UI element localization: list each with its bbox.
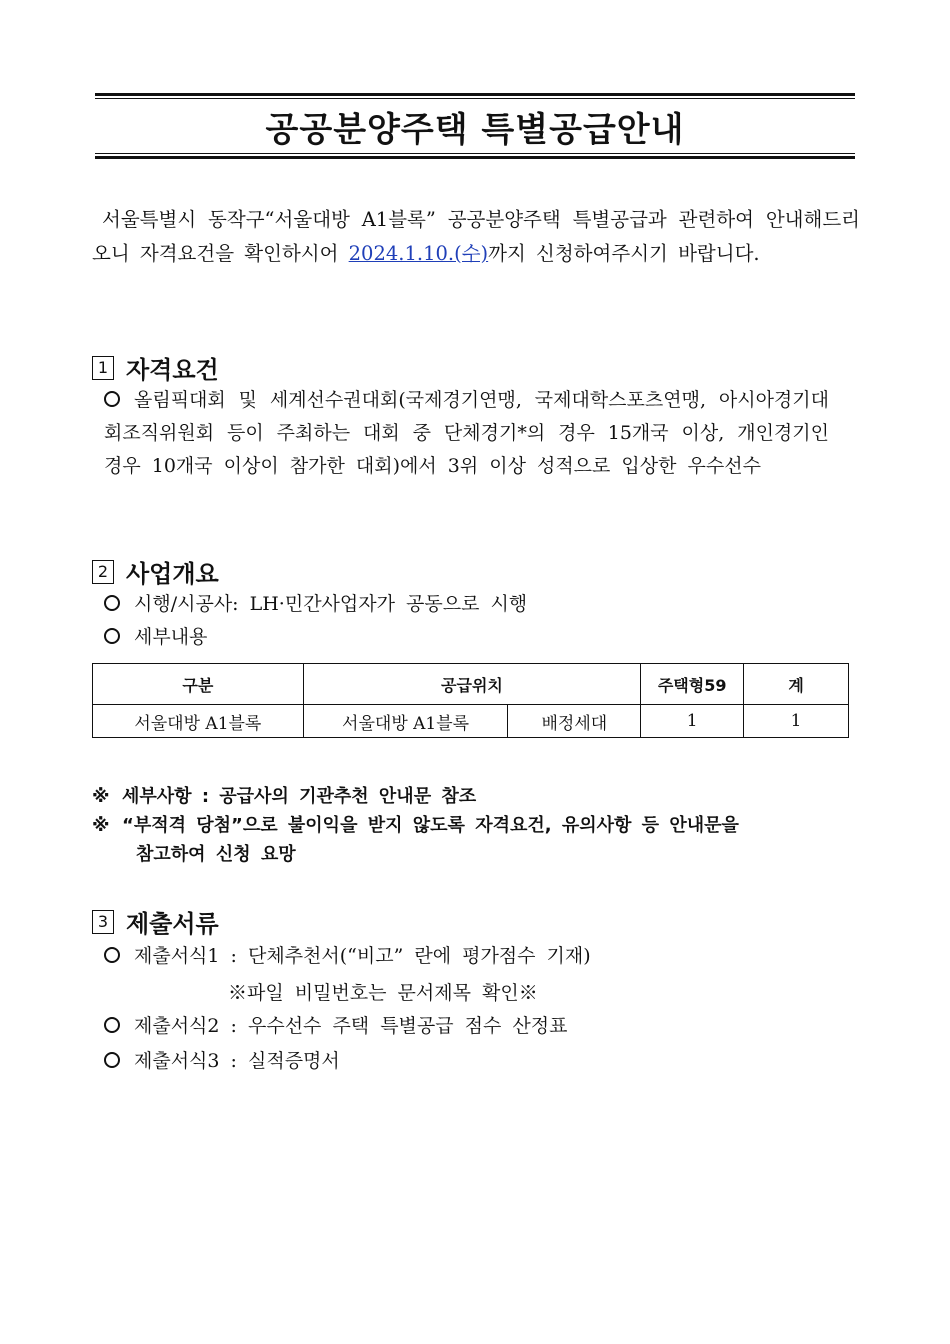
bullet-circle-icon [104,595,120,611]
bullet-circle-icon [104,1052,120,1068]
documents-bullet-1-text: 제출서식1 : 단체추천서(“비고” 란에 평가점수 기재) [134,945,591,967]
section-2-title: 사업개요 [126,560,219,588]
section-3-number: 3 [92,910,114,934]
bullet-circle-icon [104,391,120,407]
eligibility-paragraph [104,384,829,483]
table-header-type59: 주택형59 [641,664,744,705]
table-header-total: 계 [744,664,849,705]
documents-bullet-3 [104,1045,340,1078]
password-note: ※파일 비밀번호는 문서제목 확인※ [228,982,538,1004]
documents-bullet-2 [104,1010,567,1043]
supply-table [92,663,849,738]
table-header-row [93,664,849,705]
table-header-location: 공급위치 [303,664,641,705]
table-cell-total: 1 [744,705,849,738]
note-mark: ※ [92,815,110,836]
eligibility-text: 올림픽대회 및 세계선수권대회(국제경기연맹, 국제대학스포츠연맹, 아시아경기대회조직위원회 등이 주최하는 대회 중 단체경기*의 경우 15개국 이상, 개인경기인 경우 10개국 이상이 참가한 대회)에서 3위 이상 성적으로 입상한 우수선수 [104,389,829,477]
table-cell-location: 서울대방 A1블록 [303,705,508,738]
intro-paragraph [92,203,860,271]
table-header-category: 구분 [93,664,304,705]
documents-bullet-1 [104,940,591,973]
title-top-rule-thin [95,98,855,99]
overview-bullet-2 [104,621,207,654]
section-1-title: 자격요건 [126,356,219,384]
table-cell-type59: 1 [641,705,744,738]
table-row [93,705,849,738]
title-bottom-rule [95,156,855,159]
note-details [92,782,476,811]
overview-bullet-1-text: 시행/시공사: LH·민간사업자가 공동으로 시행 [134,593,528,615]
note-warning-line2: 참고하여 신청 요망 [136,844,296,865]
bullet-circle-icon [104,1017,120,1033]
title-top-rule [95,93,855,96]
table-cell-category: 서울대방 A1블록 [93,705,304,738]
bullet-circle-icon [104,947,120,963]
note-warning [92,811,860,869]
section-2-number: 2 [92,560,114,584]
section-1-heading [92,350,219,385]
note-warning-line1: “부적격 당첨”으로 불이익을 받지 않도록 자격요건, 유의사항 등 안내문을 [122,815,739,836]
table-cell-allocation: 배정세대 [508,705,641,738]
intro-text-before: 서울특별시 동작구“서울대방 A1블록” 공공분양주택 특별공급과 관련하여 안내해드리오니 자격요건을 확인하시어 [92,208,860,265]
note-mark: ※ [92,786,110,807]
note-details-text: 세부사항 : 공급사의 기관추천 안내문 참조 [122,786,477,807]
section-2-heading [92,554,219,589]
overview-bullet-2-text: 세부내용 [134,626,208,648]
title-bottom-rule-thin [95,153,855,154]
document-title: 공공분양주택 특별공급안내 [265,110,685,150]
overview-bullet-1 [104,588,527,621]
deadline-date: 2024.1.10.(수) [348,242,489,265]
documents-bullet-2-text: 제출서식2 : 우수선수 주택 특별공급 점수 산정표 [134,1015,568,1037]
section-3-heading [92,904,219,939]
section-3-title: 제출서류 [126,910,219,938]
documents-bullet-3-text: 제출서식3 : 실적증명서 [134,1050,340,1072]
bullet-circle-icon [104,628,120,644]
intro-text-after: 까지 신청하여주시기 바랍니다. [488,242,760,265]
section-1-number: 1 [92,356,114,380]
